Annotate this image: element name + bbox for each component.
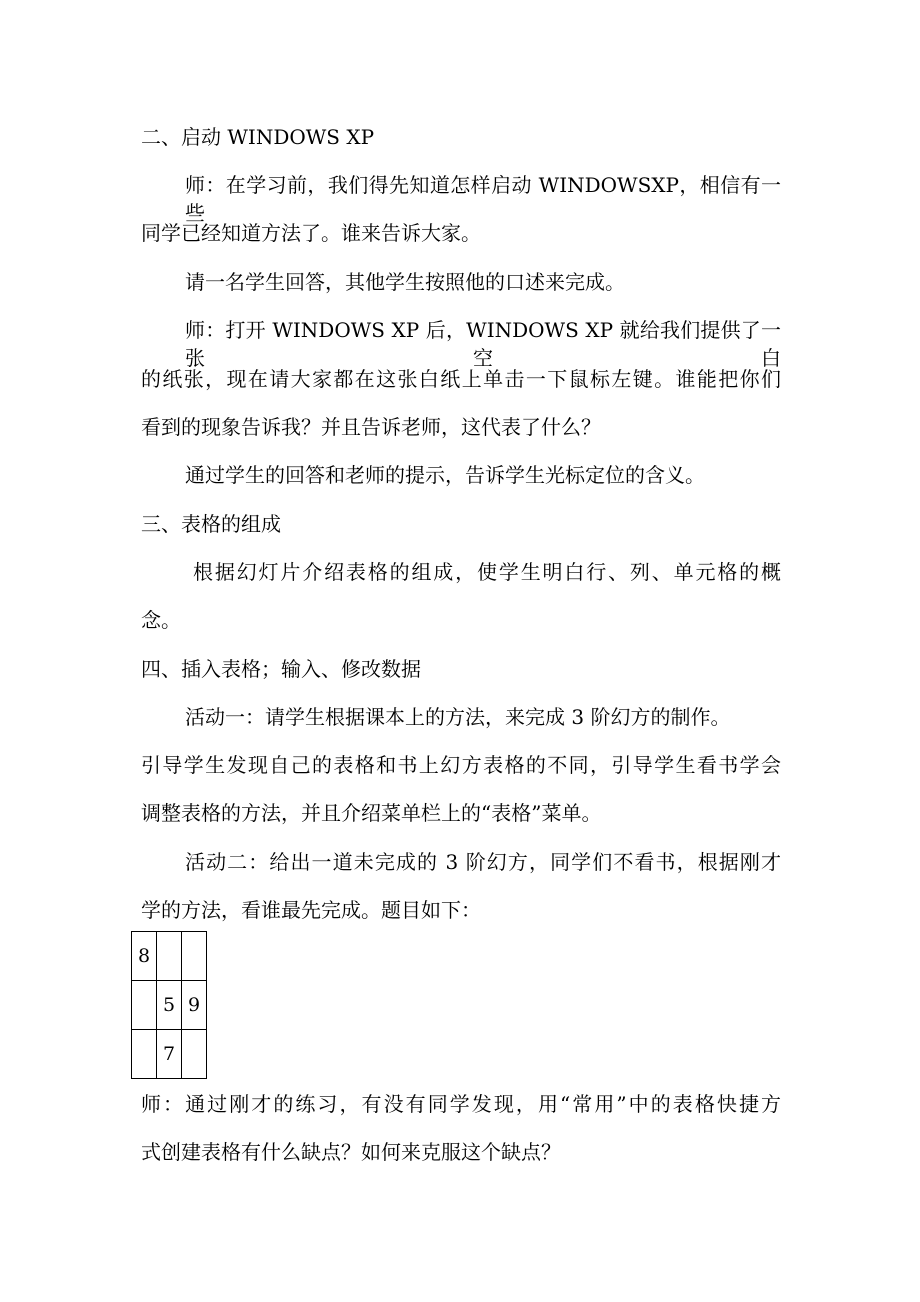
paragraph-line: 根据幻灯片介绍表格的组成，使学生明白行、列、单元格的概 <box>193 560 781 584</box>
paragraph-line: 念。 <box>141 608 181 632</box>
paragraph-line: 看到的现象告诉我？并且告诉老师，这代表了什么？ <box>141 415 601 439</box>
paragraph-line: 活动一：请学生根据课本上的方法，来完成 3 阶幻方的制作。 <box>185 705 731 729</box>
paragraph-line: 的纸张，现在请大家都在这张白纸上单击一下鼠标左键。谁能把你们 <box>141 367 781 391</box>
paragraph-line: 式创建表格有什么缺点？如何来克服这个缺点？ <box>141 1140 561 1164</box>
paragraph-line: 通过学生的回答和老师的提示，告诉学生光标定位的含义。 <box>185 463 705 487</box>
table-cell: 5 <box>157 981 182 1030</box>
table-cell <box>182 932 207 981</box>
table-row <box>132 981 207 1030</box>
paragraph-line: 师：通过刚才的练习，有没有同学发现，用“常用”中的表格快捷方 <box>141 1092 781 1116</box>
section-heading-table-composition: 三、表格的组成 <box>141 512 281 536</box>
table-cell <box>157 932 182 981</box>
paragraph-line: 学的方法，看谁最先完成。题目如下： <box>141 898 481 922</box>
table-cell <box>182 1030 207 1079</box>
paragraph-line: 调整表格的方法，并且介绍菜单栏上的“表格”菜单。 <box>141 801 602 825</box>
table-cell: 7 <box>157 1030 182 1079</box>
magic-square-table <box>131 931 207 1079</box>
table-row <box>132 1030 207 1079</box>
section-heading-start-windows: 二、启动 WINDOWS XP <box>141 125 375 149</box>
section-heading-insert-table: 四、插入表格；输入、修改数据 <box>141 657 421 681</box>
table-cell <box>132 981 157 1030</box>
paragraph-line: 活动二：给出一道未完成的 3 阶幻方，同学们不看书，根据刚才 <box>185 850 781 874</box>
paragraph-line: 引导学生发现自己的表格和书上幻方表格的不同，引导学生看书学会 <box>141 753 781 777</box>
table-row <box>132 932 207 981</box>
paragraph-line: 请一名学生回答，其他学生按照他的口述来完成。 <box>185 270 625 294</box>
table-cell <box>132 1030 157 1079</box>
paragraph-line: 师：在学习前，我们得先知道怎样启动 WINDOWSXP，相信有一些 <box>185 173 781 225</box>
table-cell: 9 <box>182 981 207 1030</box>
paragraph-line: 师：打开 WINDOWS XP 后，WINDOWS XP 就给我们提供了一张空白 <box>185 318 781 370</box>
paragraph-line: 同学已经知道方法了。谁来告诉大家。 <box>141 221 481 245</box>
table-cell: 8 <box>132 932 157 981</box>
